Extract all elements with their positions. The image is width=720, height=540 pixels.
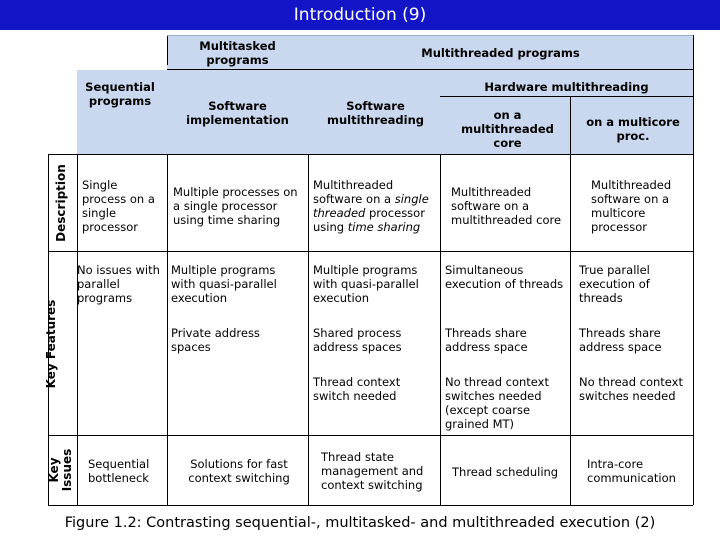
header-on-multithreaded-core: on a multithreaded core (461, 108, 554, 150)
feature-sw-mt-2: Shared process address spaces (313, 326, 402, 354)
desc-mt-core: Multithreaded software on a multithreaded core (451, 185, 562, 227)
feature-mt-core-1: Simultaneous execution of threads (445, 263, 564, 291)
feature-multitasked-1: Multiple programs with quasi-parallel execution (171, 263, 277, 305)
grid-line (167, 69, 693, 70)
desc-sw-multithreading (313, 178, 439, 234)
header-software-multithreading: Software multithreading (326, 99, 425, 127)
header-hardware-multithreading: Hardware multithreading (484, 80, 649, 94)
desc-multitasked-text: Multiple processes on a single processor using time sharing (173, 185, 298, 227)
desc-sw-mt-part1: Multithreaded software on a (313, 178, 395, 206)
slide-title: Introduction (9) (293, 5, 427, 25)
grid-line (693, 35, 694, 505)
feature-sequential: No issues with parallel programs (77, 263, 160, 305)
header-software-implementation: Software implementation (186, 99, 289, 127)
header-multitasked: Multitasked programs (199, 39, 276, 67)
feature-mt-core-2: Threads share address space (445, 326, 528, 354)
grid-line (48, 154, 693, 155)
grid-line (48, 505, 693, 506)
issue-sequential: Sequential bottleneck (88, 457, 150, 485)
header-sequential: Sequential programs (85, 80, 155, 108)
desc-sw-mt-part3: processor using (313, 206, 425, 234)
row-label-key-features: Key Features (44, 299, 58, 389)
desc-sw-mt-part4: time sharing (347, 220, 421, 234)
grid-line (167, 154, 168, 505)
desc-multicore: Multithreaded software on a multicore processor (591, 178, 672, 234)
desc-sequential: Single process on a single processor (82, 178, 155, 234)
issue-mt-core: Thread scheduling (452, 465, 559, 479)
header-on-multicore-proc: on a multicore proc. (586, 115, 680, 143)
grid-line (570, 96, 571, 154)
grid-line (167, 35, 168, 65)
grid-line (308, 154, 309, 505)
grid-line (167, 35, 693, 36)
grid-line (77, 154, 78, 505)
grid-line (570, 154, 571, 505)
row-label-key-issues (48, 442, 76, 498)
grid-line (48, 435, 693, 436)
desc-multitasked (173, 185, 307, 227)
feature-multitasked-2: Private address spaces (171, 326, 260, 354)
feature-sw-mt-3: Thread context switch needed (313, 375, 401, 403)
row-label-key-issues-text: Key Issues (47, 448, 74, 492)
issue-sw-mt: Thread state management and context switching (321, 450, 424, 492)
feature-multicore-1: True parallel execution of threads (579, 263, 650, 305)
grid-line (48, 251, 693, 252)
desc-sw-mt-part2: single threaded (313, 192, 429, 220)
figure-caption: Figure 1.2: Contrasting sequential-, multitasked- and multithreaded execution (2) (64, 515, 656, 531)
issue-multitasked: Solutions for fast context switching (188, 457, 290, 485)
feature-mt-core-3: No thread context switches needed (except coarse grained MT) (445, 375, 549, 431)
row-label-description: Description (54, 164, 68, 242)
feature-multicore-3: No thread context switches needed (579, 375, 683, 403)
grid-line (440, 154, 441, 505)
grid-line (440, 96, 693, 97)
feature-multicore-2: Threads share address space (579, 326, 662, 354)
feature-sw-mt-1: Multiple programs with quasi-parallel execution (313, 263, 419, 305)
issue-multicore: Intra-core communication (587, 457, 676, 485)
header-multithreaded: Multithreaded programs (421, 46, 580, 60)
